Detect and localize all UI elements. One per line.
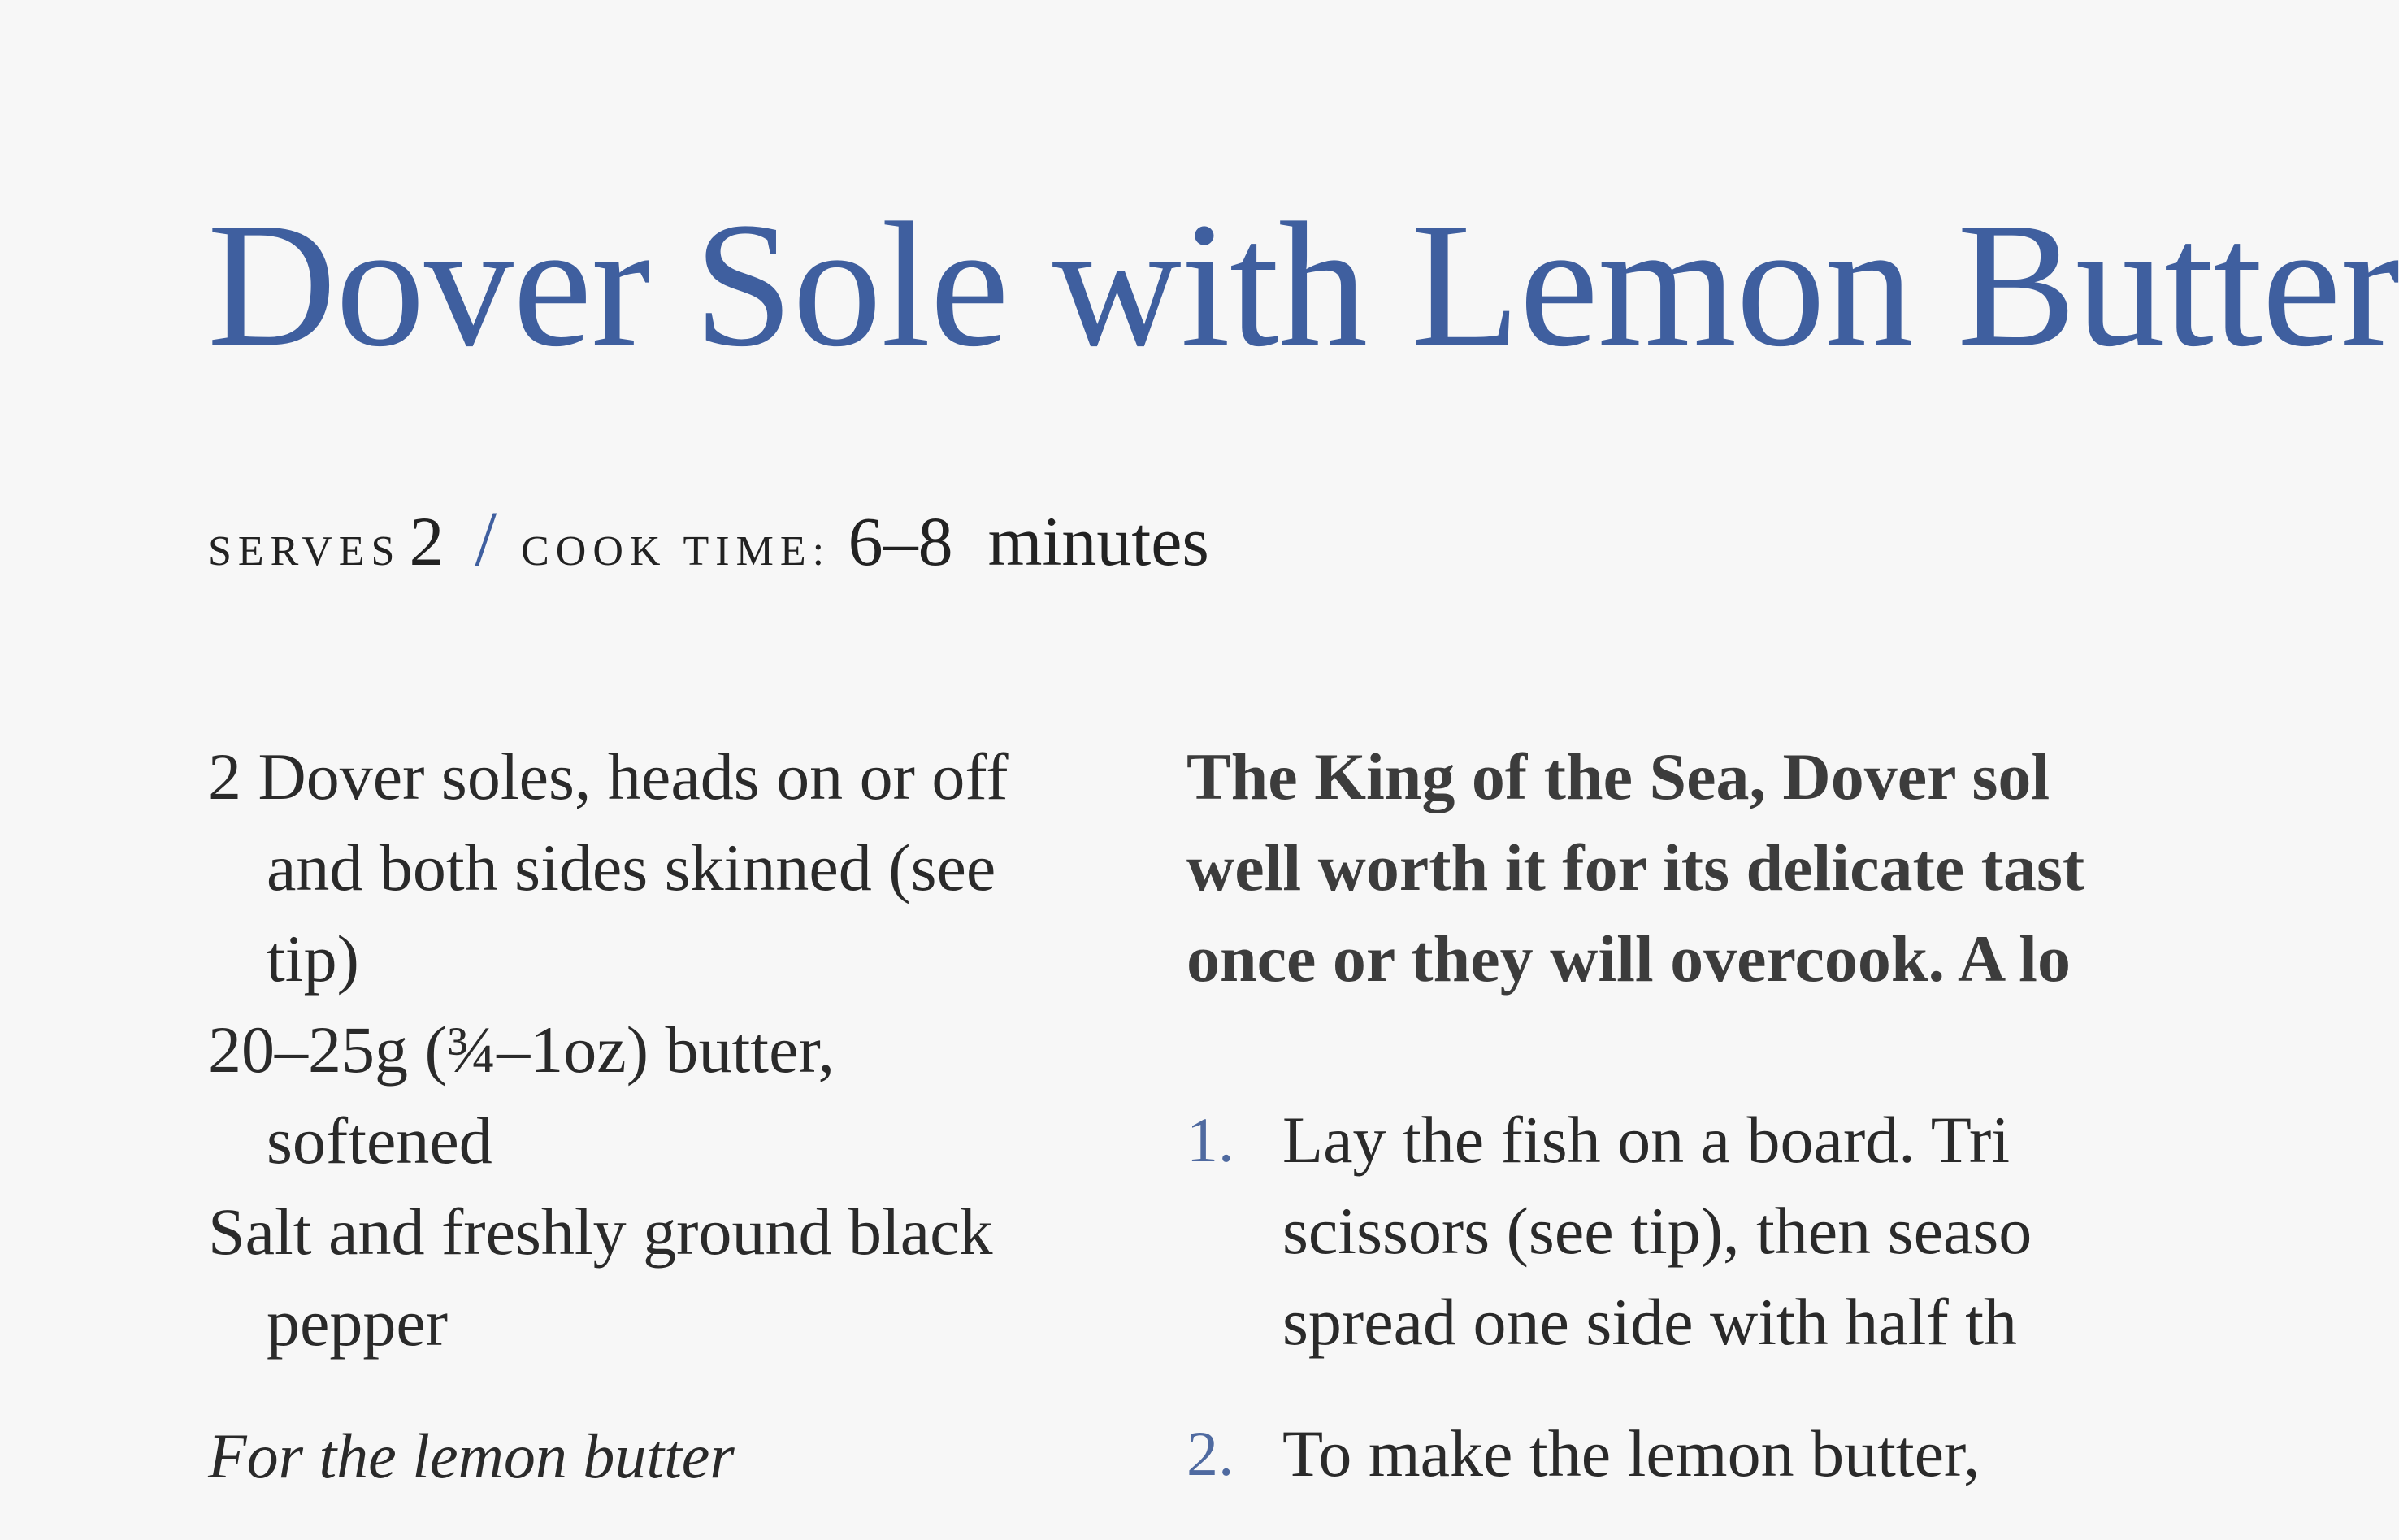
method-step — [1186, 1095, 2162, 1368]
ingredient-item: 2 Dover soles, heads on or off and both sides skinned (see tip) — [208, 740, 1009, 996]
method-steps — [1186, 1095, 2162, 1540]
recipe-title: Dover Sole with Lemon Butter — [207, 185, 2399, 384]
serves-value: 2 — [409, 502, 445, 580]
intro-line: once or they will overcook. A lo — [1186, 922, 2071, 996]
method-step — [1186, 1408, 2162, 1499]
step-number: 2. — [1186, 1418, 1234, 1489]
recipe-meta — [208, 495, 1209, 582]
ingredients-list — [208, 731, 1061, 1502]
recipe-intro — [1186, 731, 2145, 1004]
intro-line: well worth it for its delicate tast — [1186, 831, 2085, 904]
cook-time-label: COOK TIME: — [521, 528, 831, 575]
step-line: spread one side with half th — [1282, 1285, 2018, 1359]
intro-line: The King of the Sea, Dover sol — [1186, 740, 2050, 813]
step-line: To make the lemon butter, — [1282, 1416, 1980, 1490]
step-number: 1. — [1186, 1104, 1234, 1175]
lemon-butter-heading: For the lemon butter — [208, 1421, 735, 1491]
meta-separator: / — [475, 495, 497, 582]
step-line: scissors (see tip), then seaso — [1282, 1194, 2032, 1268]
cook-time-value: 6–8 minutes — [848, 502, 1209, 580]
serves-label: SERVES — [208, 528, 401, 575]
ingredient-item: 20–25g (¾–1oz) butter, softened — [208, 1013, 835, 1178]
step-line: Lay the fish on a board. Tri — [1282, 1103, 2011, 1177]
ingredient-item: Salt and freshly ground black pepper — [208, 1195, 993, 1360]
